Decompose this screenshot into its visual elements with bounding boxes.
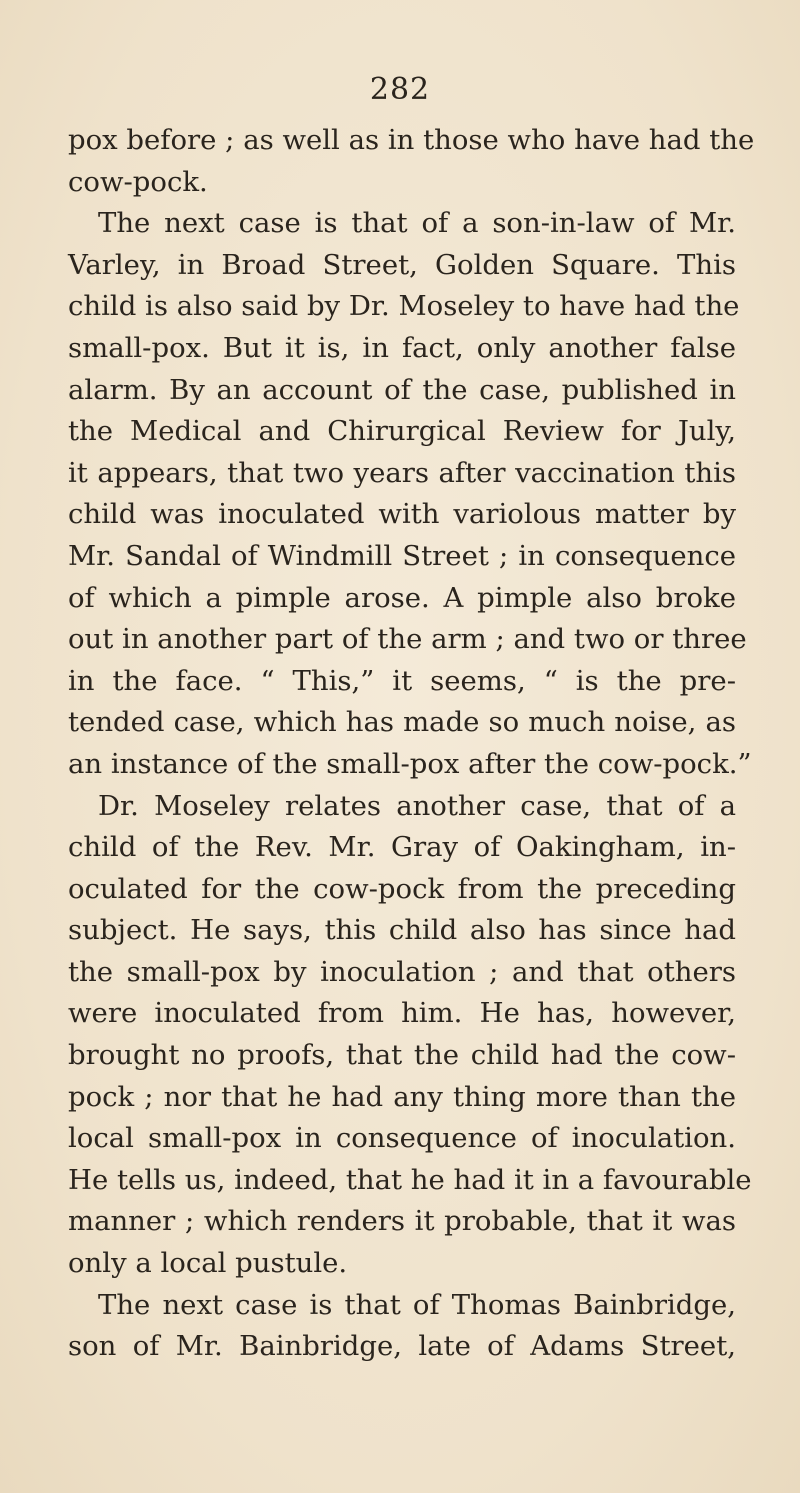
text-line: the Medical and Chirurgical Review for July, (68, 415, 736, 448)
text-line: Dr. Moseley relates another case, that of a (98, 789, 736, 822)
text-line: the small-pox by inoculation ; and that others (68, 955, 736, 988)
text-line: out in another part of the arm ; and two or three (68, 623, 747, 656)
text-line: of which a pimple arose. A pimple also broke (68, 581, 736, 614)
text-line: child of the Rev. Mr. Gray of Oakingham, in- (68, 831, 736, 864)
text-line: were inoculated from him. He has, however, (68, 997, 736, 1030)
text-line: subject. He says, this child also has since had (68, 914, 736, 947)
text-line: child was inoculated with variolous matter by (68, 498, 736, 531)
text-line: oculated for the cow-pock from the preceding (68, 872, 736, 905)
text-line: pock ; nor that he had any thing more than the (68, 1080, 736, 1113)
text-line: Varley, in Broad Street, Golden Square. This (68, 248, 736, 281)
text-line: it appears, that two years after vaccination this (68, 456, 736, 489)
text-line: tended case, which has made so much noise, as (68, 706, 736, 739)
text-line: The next case is that of a son-in-law of Mr. (98, 207, 736, 240)
text-line: alarm. By an account of the case, published in (68, 373, 736, 406)
text-line: manner ; which renders it probable, that it was (68, 1205, 736, 1238)
text-line: child is also said by Dr. Moseley to have had the (68, 290, 740, 323)
text-line: pox before ; as well as in those who have had the (68, 124, 755, 156)
page-number: 282 (369, 72, 431, 107)
text-line: brought no proofs, that the child had the cow- (68, 1039, 736, 1072)
text-line: He tells us, indeed, that he had it in a favourable (68, 1163, 752, 1196)
text-line: son of Mr. Bainbridge, late of Adams Street, (68, 1330, 736, 1363)
text-line: an instance of the small-pox after the cow-pock.” (68, 747, 752, 780)
text-line: The next case is that of Thomas Bainbridge, (98, 1288, 736, 1321)
body-text (68, 120, 755, 1368)
text-line: local small-pox in consequence of inoculation. (68, 1122, 736, 1155)
text-line: in the face. “ This,” it seems, “ is the pre- (68, 664, 736, 697)
text-line: cow-pock. (68, 165, 208, 198)
text-line: only a local pustule. (68, 1247, 348, 1280)
text-line: small-pox. But it is, in fact, only another false (68, 331, 736, 364)
text-line: Mr. Sandal of Windmill Street ; in consequence (68, 539, 736, 572)
